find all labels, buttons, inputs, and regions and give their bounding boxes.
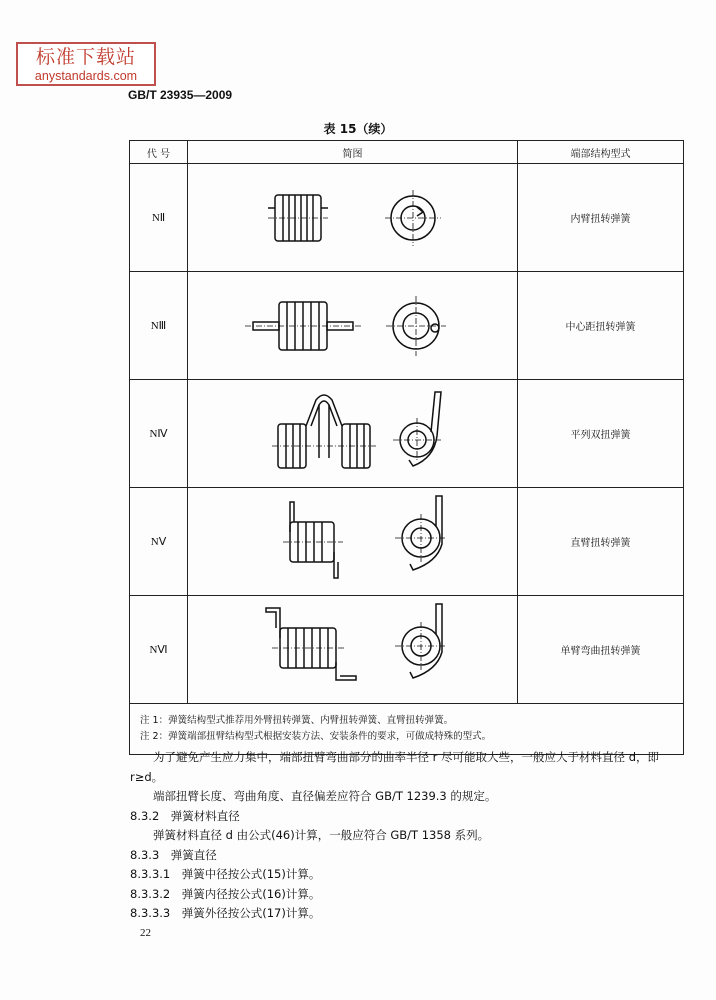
header-code: 代 号 bbox=[130, 141, 188, 164]
note-2: 注 2：弹簧端部扭臂结构型式根据安装方法、安装条件的要求，可做成特殊的型式。 bbox=[140, 731, 492, 742]
table-row bbox=[130, 596, 684, 704]
header-type: 端部结构型式 bbox=[518, 141, 684, 164]
row-type: 单臂弯曲扭转弹簧 bbox=[518, 596, 684, 704]
row-code: NⅢ bbox=[130, 272, 188, 380]
table-row bbox=[130, 272, 684, 380]
table-row bbox=[130, 164, 684, 272]
heading-8-3-2: 8.3.2 弹簧材料直径 bbox=[130, 808, 240, 823]
spring-diagram-center-distance bbox=[188, 272, 518, 380]
item-8-3-3-2: 8.3.3.2 弹簧内径按公式(16)计算。 bbox=[130, 886, 321, 901]
spring-diagram-inner-arm bbox=[188, 164, 518, 272]
row-code: NⅤ bbox=[130, 488, 188, 596]
item-8-3-3-1: 8.3.3.1 弹簧中径按公式(15)计算。 bbox=[130, 867, 321, 881]
table-notes-row bbox=[130, 704, 684, 755]
row-type: 平列双扭弹簧 bbox=[518, 380, 684, 488]
spring-diagram-straight-arm bbox=[188, 488, 518, 596]
watermark-url: anystandards.com bbox=[34, 69, 138, 83]
spring-diagram-single-arm-bent bbox=[188, 596, 518, 704]
paragraph-arm-length: 端部扭臂长度、弯曲角度、直径偏差应符合 GB/T 1239.3 的规定。 bbox=[153, 789, 497, 803]
row-type: 中心距扭转弹簧 bbox=[518, 272, 684, 380]
standard-number: GB/T 23935—2009 bbox=[128, 88, 233, 102]
body-text bbox=[130, 748, 690, 924]
table-notes bbox=[130, 704, 684, 755]
paragraph-bend-radius: 为了避免产生应力集中，端部扭臂弯曲部分的曲率半径 r 尽可能取大些，一般应大于材料直径 d，即 r≥d。 bbox=[130, 750, 659, 784]
spring-table bbox=[129, 140, 684, 755]
watermark-cn: 标准下载站 bbox=[35, 46, 136, 68]
table-row bbox=[130, 380, 684, 488]
item-8-3-3-3: 8.3.3.3 弹簧外径按公式(17)计算。 bbox=[130, 906, 321, 920]
header-diagram: 简图 bbox=[188, 141, 518, 164]
row-code: NⅣ bbox=[130, 380, 188, 488]
row-type: 内臂扭转弹簧 bbox=[518, 164, 684, 272]
spring-diagram-double-torsion bbox=[188, 380, 518, 488]
row-code: NⅥ bbox=[130, 596, 188, 704]
paragraph-material-diameter: 弹簧材料直径 d 由公式(46)计算，一般应符合 GB/T 1358 系列。 bbox=[153, 828, 490, 842]
page-number: 22 bbox=[140, 927, 151, 939]
watermark-stamp bbox=[16, 42, 156, 86]
row-type: 直臂扭转弹簧 bbox=[518, 488, 684, 596]
table-header-row bbox=[130, 141, 684, 164]
heading-8-3-3: 8.3.3 弹簧直径 bbox=[130, 847, 217, 862]
note-1: 注 1：弹簧结构型式推荐用外臂扭转弹簧、内臂扭转弹簧、直臂扭转弹簧。 bbox=[140, 715, 454, 726]
table-row bbox=[130, 488, 684, 596]
table-caption: 表 15（续） bbox=[323, 122, 393, 136]
row-code: NⅡ bbox=[130, 164, 188, 272]
